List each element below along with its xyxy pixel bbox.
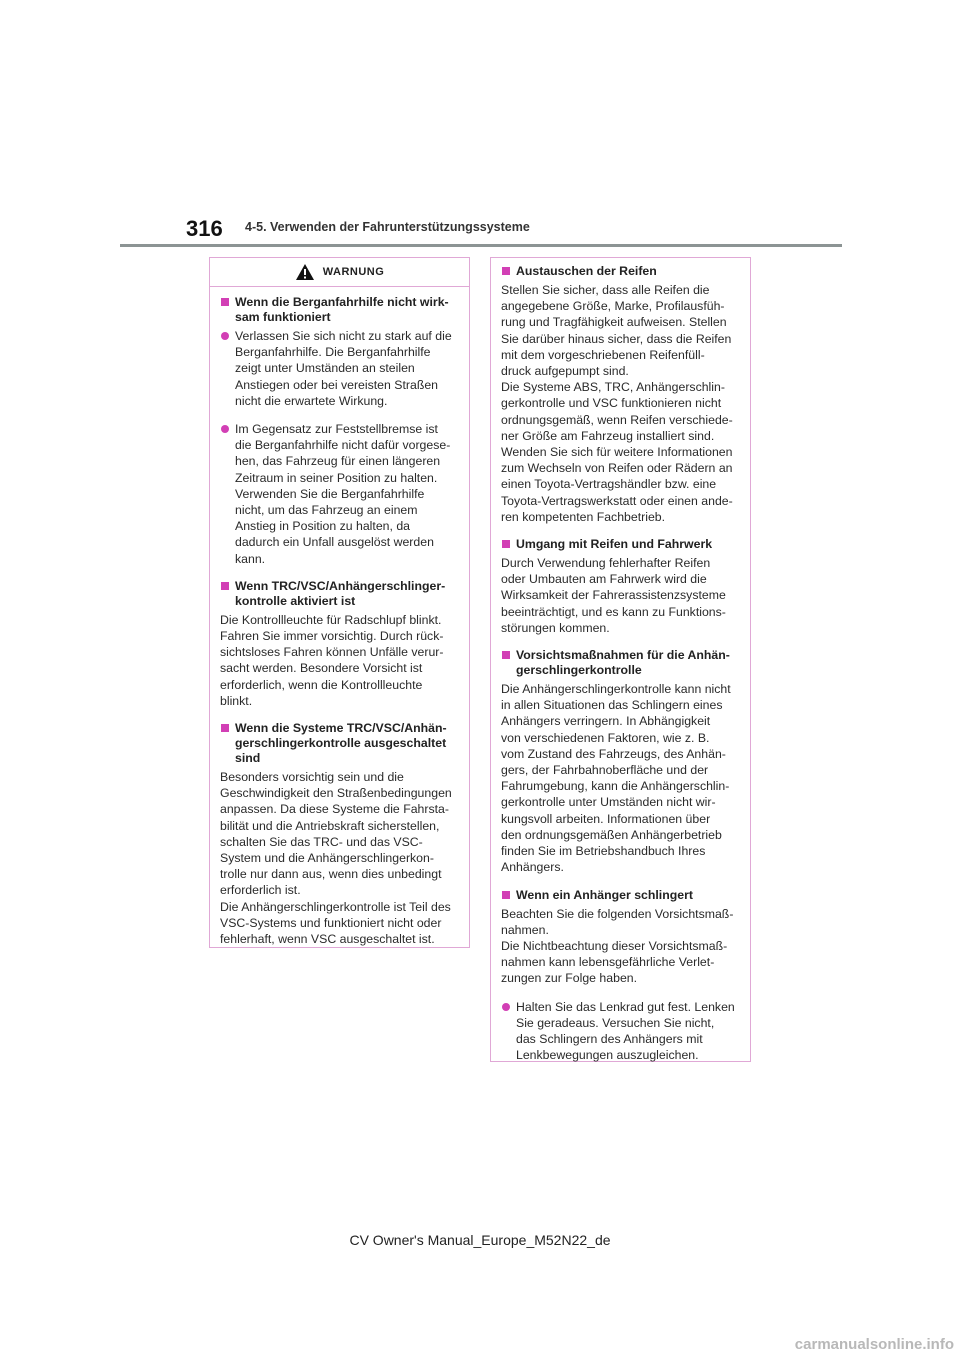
text-line: gers, der Fahrbahnoberfläche und der — [501, 763, 709, 778]
text-line: Anhängers verringern. In Abhängigkeit — [501, 714, 711, 729]
subsection-heading — [501, 888, 741, 903]
text-line: Wirksamkeit der Fahrerassistenzsysteme — [501, 588, 726, 603]
text-line: schalten Sie das TRC- und das VSC- — [220, 834, 423, 849]
text-line: Anstiegen oder bei vereisten Straßen — [235, 377, 439, 392]
text-line: gerschlingerkontrolle — [516, 663, 642, 678]
paragraph — [501, 681, 741, 875]
text-line: sam funktioniert — [235, 310, 331, 324]
text-line: Wenden Sie sich für weitere Informationen — [501, 445, 733, 460]
text-line: Austauschen der Reifen — [516, 264, 657, 278]
bullet-item — [220, 328, 460, 409]
text-line: gerschlingerkontrolle ausgeschaltet — [235, 736, 447, 751]
text-line: Berganfahrhilfe. Die Berganfahrhilfe — [235, 345, 431, 360]
subsection-heading — [501, 264, 741, 279]
text-line: sacht werden. Besondere Vorsicht ist — [220, 661, 423, 676]
text-line: ordnungsgemäß, wenn Reifen verschiede- — [501, 412, 733, 427]
text-line: Besonders vorsichtig sein und die — [220, 770, 404, 785]
text-line: mit dem vorgeschriebenen Reifenfüll- — [501, 347, 705, 362]
text-line: bilität und die Antriebskraft sicherstellen, — [220, 818, 440, 833]
text-line: blinkt. — [220, 693, 253, 708]
text-line: vom Zustand des Fahrzeugs, des Anhän- — [501, 746, 726, 761]
text-line: gerkontrolle unter Umständen nicht wir- — [501, 795, 716, 810]
text-line: Die Anhängerschlingerkontrolle kann nicht — [501, 682, 731, 697]
paragraph — [220, 769, 460, 947]
text-line: Wenn die Berganfahrhilfe nicht wirk- — [235, 295, 449, 309]
text-line: hen, das Fahrzeug für einen längeren — [235, 454, 441, 469]
text-line: nicht, um das Fahrzeug an einem — [235, 503, 418, 518]
text-line: Die Kontrollleuchte für Radschlupf blinkt. — [220, 612, 442, 627]
text-line: Fahrumgebung, kann die Anhängerschlin- — [501, 779, 730, 794]
text-line: angegebene Größe, Marke, Profilausfüh- — [501, 299, 725, 314]
text-line: Wenn ein Anhänger schlingert — [516, 887, 693, 902]
text-line: finden Sie im Betriebshandbuch Ihres — [501, 844, 706, 859]
text-line: Die Systeme ABS, TRC, Anhängerschlin- — [501, 380, 725, 395]
text-line: nicht die erwartete Wirkung. — [235, 393, 388, 408]
text-line: ner Größe am Fahrzeug installiert sind. — [501, 428, 715, 443]
text-line: trolle nur dann aus, wenn dies unbedingt — [220, 867, 442, 882]
text-line: kontrolle aktiviert ist — [235, 593, 356, 608]
warning-triangle-icon — [295, 263, 315, 281]
text-line: nahmen. — [501, 922, 549, 937]
text-line: einen Toyota-Vertragshändler bzw. eine — [501, 477, 717, 492]
text-line: fehlerhaft, wenn VSC ausgeschaltet ist. — [220, 932, 435, 947]
text-line: nahmen kann lebensgefährliche Verlet- — [501, 955, 715, 970]
text-line: sichtsloses Fahren können Unfälle verur- — [220, 645, 444, 660]
text-line: Anhängers. — [501, 860, 564, 875]
text-line: Umgang mit Reifen und Fahrwerk — [516, 537, 713, 552]
paragraph — [501, 555, 741, 636]
text-line: störungen kommen. — [501, 620, 610, 635]
text-line: Geschwindigkeit den Straßenbedingungen — [220, 786, 452, 801]
info-content — [501, 264, 741, 1063]
text-line: kann. — [235, 551, 266, 566]
text-line: Toyota-Vertragswerkstatt oder einen ande- — [501, 493, 733, 508]
bullet-item — [501, 999, 741, 1064]
footer-text: CV Owner's Manual_Europe_M52N22_de — [349, 1232, 611, 1248]
text-line: Stellen Sie sicher, dass alle Reifen die — [501, 283, 710, 297]
text-line: erforderlich ist. — [220, 883, 301, 898]
text-line: Anstieg in Position zu halten, da — [235, 519, 411, 534]
text-line: den ordnungsgemäßen Anhängerbetrieb — [501, 827, 722, 842]
section-title: 4-5. Verwenden der Fahrunterstützungssysteme — [245, 220, 530, 234]
text-line: Verwenden Sie die Berganfahrhilfe — [235, 486, 425, 501]
text-line: Fahren Sie immer vorsichtig. Durch rück- — [220, 629, 444, 644]
text-line: rung und Tragfähigkeit aufweisen. Stellen — [501, 315, 727, 330]
paragraph — [501, 906, 741, 987]
text-line: Halten Sie das Lenkrad gut fest. Lenken — [516, 999, 735, 1014]
subsection-heading — [501, 648, 741, 678]
text-line: beeinträchtigt, und es kann zu Funktions- — [501, 604, 726, 619]
text-line: zum Wechseln von Reifen oder Rädern an — [501, 461, 733, 476]
watermark: carmanualsonline.info — [794, 1336, 954, 1353]
warning-label: WARNUNG — [322, 266, 385, 278]
text-line: oder Umbauten am Fahrwerk wird die — [501, 572, 707, 587]
text-line: gerkontrolle und VSC funktionieren nicht — [501, 396, 722, 411]
text-line: System und die Anhängerschlingerkon- — [220, 851, 434, 866]
subsection-heading — [220, 579, 460, 609]
text-line: druck aufgepumpt sind. — [501, 364, 629, 379]
paragraph — [220, 612, 460, 709]
warning-content — [220, 295, 460, 947]
text-line: Wenn die Systeme TRC/VSC/Anhän- — [235, 721, 447, 736]
text-line: zungen zur Folge haben. — [501, 971, 638, 986]
text-line: zeigt unter Umständen an steilen — [235, 361, 415, 376]
text-line: dadurch ein Unfall ausgelöst werden — [235, 535, 434, 550]
text-line: Sie geradeaus. Versuchen Sie nicht, — [516, 1015, 715, 1030]
subsection-heading — [220, 721, 460, 766]
warning-header — [210, 258, 469, 287]
text-line: Die Anhängerschlingerkontrolle ist Teil des — [220, 899, 451, 914]
text-line: Verlassen Sie sich nicht zu stark auf die — [235, 329, 452, 343]
text-line: Im Gegensatz zur Feststellbremse ist — [235, 422, 438, 437]
subsection-heading — [220, 295, 460, 325]
text-line: kungsvoll arbeiten. Informationen über — [501, 811, 711, 826]
text-line: Vorsichtsmaßnahmen für die Anhän- — [516, 648, 730, 663]
warning-box — [209, 257, 470, 948]
bullet-item — [220, 421, 460, 567]
text-line: die Berganfahrhilfe nicht dafür vorgese- — [235, 438, 451, 453]
text-line: das Schlingern des Anhängers mit — [516, 1031, 703, 1046]
text-line: Beachten Sie die folgenden Vorsichtsmaß- — [501, 906, 734, 921]
text-line: ren kompetenten Fachbetrieb. — [501, 509, 666, 524]
text-line: von verschiedenen Faktoren, wie z. B. — [501, 730, 710, 745]
text-line: sind — [235, 751, 261, 766]
text-line: Lenkbewegungen auszugleichen. — [516, 1048, 699, 1063]
subsection-heading — [501, 537, 741, 552]
text-line: erforderlich, wenn die Kontrollleuchte — [220, 677, 423, 692]
text-line: VSC-Systems und funktioniert nicht oder — [220, 915, 442, 930]
header-rule — [120, 244, 842, 247]
text-line: Sie darüber hinaus sicher, dass die Reifen — [501, 331, 732, 346]
info-box — [490, 257, 751, 1062]
text-line: Zeitraum in seiner Position zu halten. — [235, 470, 438, 485]
text-line: Durch Verwendung fehlerhafter Reifen — [501, 556, 711, 571]
text-line: in allen Situationen das Schlingern eines — [501, 698, 723, 713]
page-number: 316 — [186, 216, 223, 241]
text-line: anpassen. Da diese Systeme die Fahrsta- — [220, 802, 449, 817]
paragraph — [501, 282, 741, 525]
text-line: Wenn TRC/VSC/Anhängerschlinger- — [235, 578, 446, 593]
text-line: Die Nichtbeachtung dieser Vorsichtsmaß- — [501, 938, 728, 953]
